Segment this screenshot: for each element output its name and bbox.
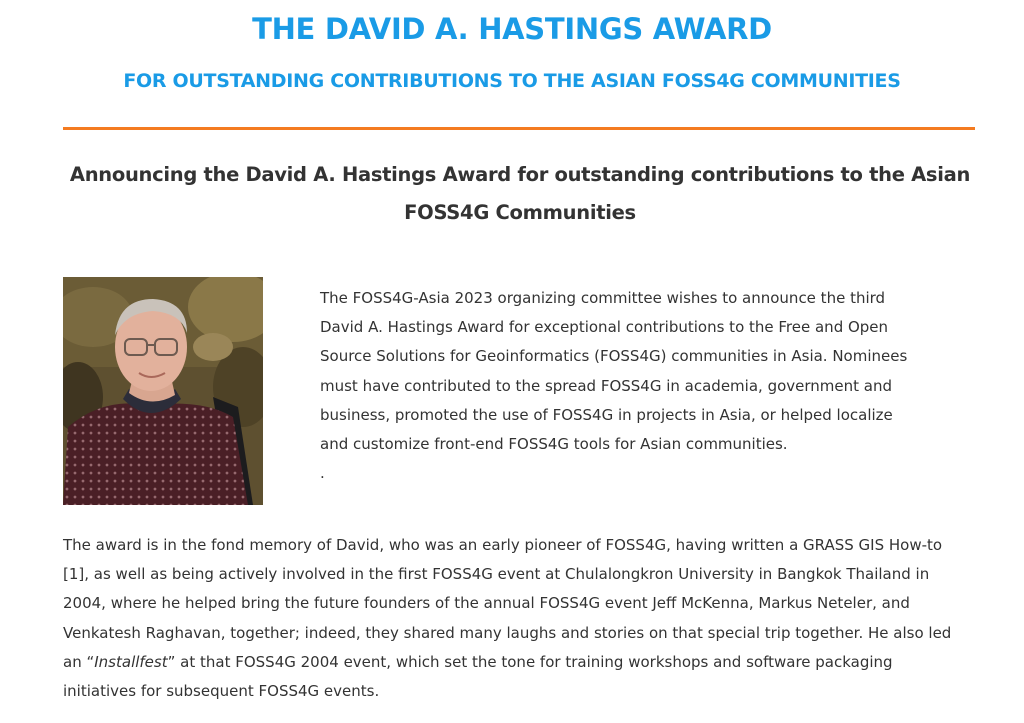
memory-paragraph bbox=[63, 531, 963, 706]
intro-text: The FOSS4G-Asia 2023 organizing committee wishes to announce the third David A. Hastings Award for exceptional contributions to the Free and Open Source Solutions for Geoinformatics (FOSS4G) communities in Asia. Nominees must have contributed to the spread FOSS4G in academia, government and business, promoted the use of FOSS4G in projects in Asia, or helped localize and customize front-end FOSS4G tools for Asian communities. bbox=[320, 289, 908, 454]
trailing-dot: . bbox=[320, 464, 325, 483]
memory-text bbox=[63, 531, 963, 706]
memory-text-after: ” at that FOSS4G 2004 event, which set the tone for training workshops and software packaging initiatives for subsequent FOSS4G events. bbox=[63, 652, 893, 701]
award-subtitle: FOR OUTSTANDING CONTRIBUTIONS TO THE ASIAN FOSS4G COMMUNITIES bbox=[123, 70, 901, 92]
memory-text-before: The award is in the fond memory of David, who was an early pioneer of FOSS4G, having written a GRASS GIS How-to [1], as well as being actively involved in the first FOSS4G event at Chulalongkron University in Bangkok Thailand in 2004, where he helped bring the future founders of the annual FOSS4G event Jeff McKenna, Markus Neteler, and Venkatesh Raghavan, together; indeed, they shared many laughs and stories on that special trip together. He also led an “ bbox=[63, 536, 952, 671]
award-title: THE DAVID A. HASTINGS AWARD bbox=[252, 12, 772, 46]
header-divider bbox=[63, 127, 975, 130]
intro-paragraph bbox=[320, 284, 920, 488]
portrait-photo bbox=[63, 277, 263, 505]
installfest-emphasis: Installfest bbox=[94, 652, 168, 671]
announcement-heading: Announcing the David A. Hastings Award for outstanding contributions to the Asian FOSS4G Communities bbox=[69, 163, 971, 224]
